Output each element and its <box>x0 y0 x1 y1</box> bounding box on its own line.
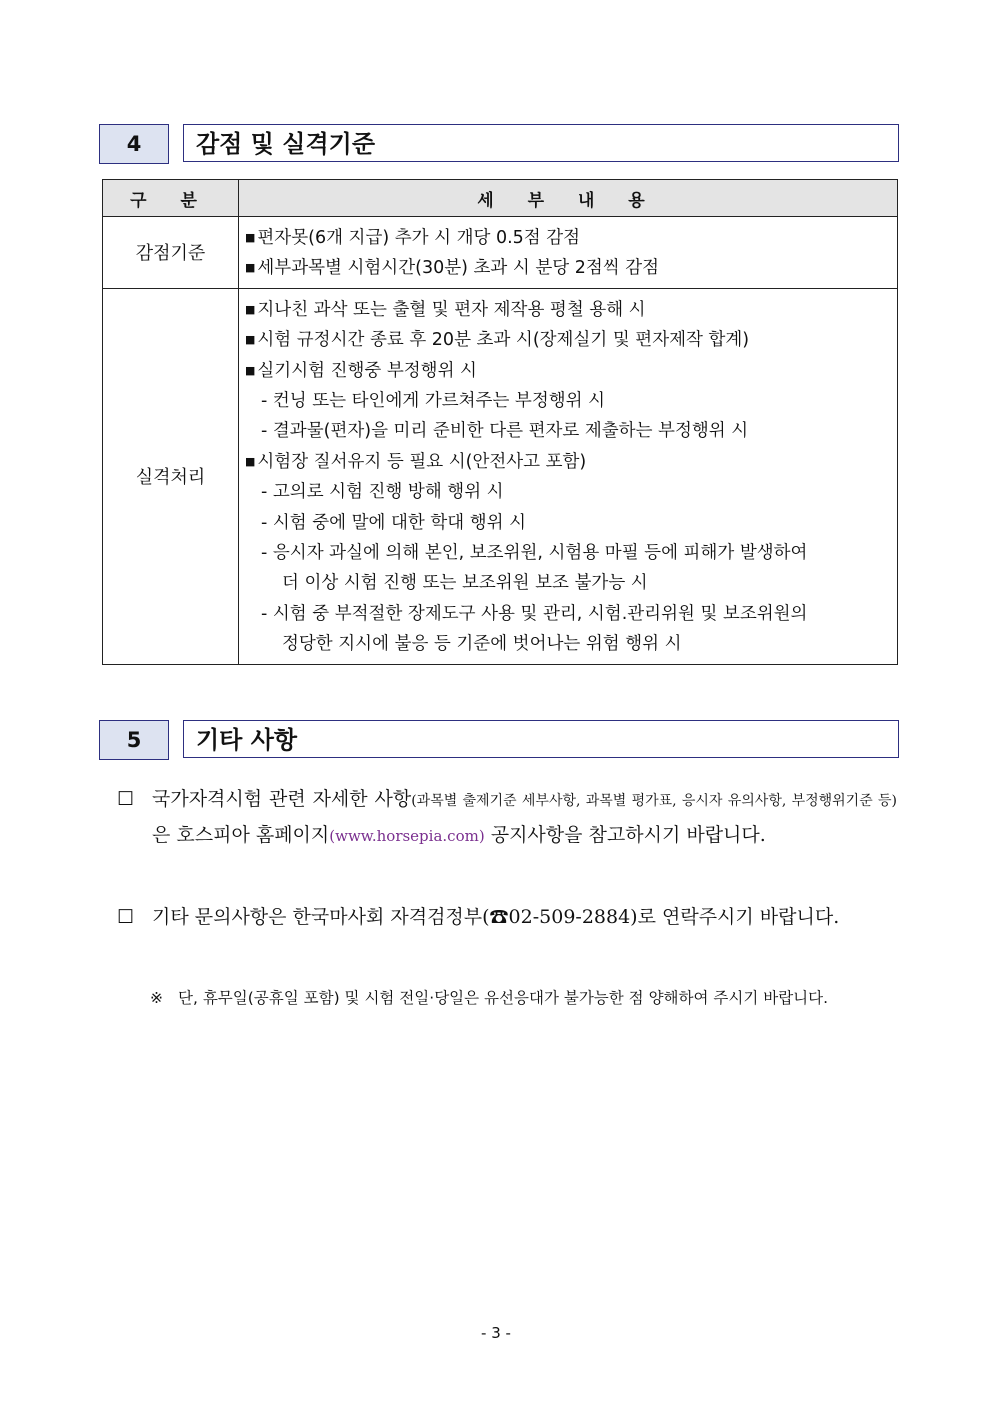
dash-bullet: - <box>261 543 268 564</box>
item-text: 세부과목별 시험시간(30분) 초과 시 분당 2점씩 감점 <box>257 258 660 279</box>
note <box>150 984 897 1013</box>
row-details <box>239 217 898 289</box>
info-paragraph-contact <box>117 900 897 934</box>
list-item <box>245 253 897 283</box>
item-text: 시험 규정시간 종료 후 20분 초과 시(장제실기 및 편자제작 합계) <box>257 330 750 351</box>
dash-bullet: - <box>261 391 268 412</box>
row-category: 실격처리 <box>103 288 239 664</box>
list-item <box>245 223 897 253</box>
sub-list-item <box>245 599 897 629</box>
item-text: 응시자 과실에 의해 본인, 보조위원, 시험용 마필 등에 피해가 발생하여 <box>272 543 808 564</box>
item-text: 시험장 질서유지 등 필요 시(안전사고 포함) <box>257 451 587 472</box>
table-row <box>103 288 898 664</box>
square-bullet-icon: ■ <box>245 302 256 316</box>
item-text: 고의로 시험 진행 방해 행위 시 <box>272 482 504 503</box>
dash-bullet: - <box>261 482 268 503</box>
checkbox-square-icon: ☐ <box>117 788 135 810</box>
list-item <box>245 295 897 325</box>
item-text: 결과물(편자)을 미리 준비한 다른 편자로 제출하는 부정행위 시 <box>272 421 749 442</box>
dash-bullet: - <box>261 512 268 533</box>
sub-list-item <box>245 416 897 446</box>
square-bullet-icon: ■ <box>245 454 256 468</box>
item-text: 컨닝 또는 타인에게 가르쳐주는 부정행위 시 <box>272 391 606 412</box>
reference-mark-icon: ※ <box>150 989 163 1007</box>
section-number: 5 <box>99 720 169 760</box>
sub-list-item-continuation: 더 이상 시험 진행 또는 보조위원 보조 불가능 시 <box>282 573 648 594</box>
info-paragraph-details <box>117 782 897 853</box>
dash-bullet: - <box>261 421 268 442</box>
item-text: 편자못(6개 지급) 추가 시 개당 0.5점 감점 <box>257 228 581 248</box>
section-title: 기타 사항 <box>183 720 899 758</box>
list-item <box>245 447 897 477</box>
sub-list-item <box>245 477 897 507</box>
section-5-header <box>99 720 899 760</box>
item-text: 실기시험 진행중 부정행위 시 <box>257 360 477 381</box>
sub-list-item <box>245 508 897 538</box>
row-details <box>239 288 898 664</box>
paragraph-text: 기타 문의사항은 한국마사회 자격검정부(☎02-509-2884)로 연락주시기 바랍니다. <box>152 906 840 928</box>
sub-list-item-continuation: 정당한 지시에 불응 등 기준에 벗어나는 위험 행위 시 <box>282 634 682 655</box>
paragraph-text-part: 은 호스피아 홈페이지 <box>152 824 330 846</box>
paragraph-text-part: 공지사항을 참고하시기 바랍니다. <box>484 824 766 846</box>
square-bullet-icon: ■ <box>245 333 256 347</box>
section-4-header <box>99 124 899 164</box>
page-number: - 3 - <box>481 1324 511 1342</box>
header-details: 세 부 내 용 <box>239 180 898 217</box>
list-item <box>245 356 897 386</box>
section-number: 4 <box>99 124 169 164</box>
square-bullet-icon: ■ <box>245 231 256 244</box>
item-text: 시험 중에 말에 대한 학대 행위 시 <box>272 512 527 533</box>
penalty-criteria-table <box>102 179 898 665</box>
item-text: 지나친 과삭 또는 출혈 및 편자 제작용 평철 용해 시 <box>257 299 646 320</box>
paragraph-text <box>117 782 897 853</box>
paragraph-text-part: 국가자격시험 관련 자세한 사항 <box>152 788 412 810</box>
square-bullet-icon: ■ <box>245 261 256 275</box>
checkbox-square-icon: ☐ <box>117 906 135 928</box>
item-text: 시험 중 부적절한 장제도구 사용 및 관리, 시험.관리위원 및 보조위원의 <box>272 603 808 624</box>
row-category: 감점기준 <box>103 217 239 289</box>
table-row <box>103 217 898 289</box>
note-text: 단, 휴무일(공휴일 포함) 및 시험 전일·당일은 유선응대가 불가능한 점 양해하여 주시기 바랍니다. <box>178 989 829 1007</box>
paragraph-small-text: (과목별 출제기준 세부사항, 과목별 평가표, 응시자 유의사항, 부정행위기준 등) <box>411 793 897 809</box>
dash-bullet: - <box>261 603 268 624</box>
table-header-row <box>103 180 898 217</box>
square-bullet-icon: ■ <box>245 363 256 377</box>
header-category: 구 분 <box>103 180 239 217</box>
sub-list-item <box>245 386 897 416</box>
website-link[interactable]: (www.horsepia.com) <box>329 827 485 845</box>
list-item <box>245 325 897 355</box>
sub-list-item <box>245 538 897 568</box>
section-title: 감점 및 실격기준 <box>183 124 899 162</box>
